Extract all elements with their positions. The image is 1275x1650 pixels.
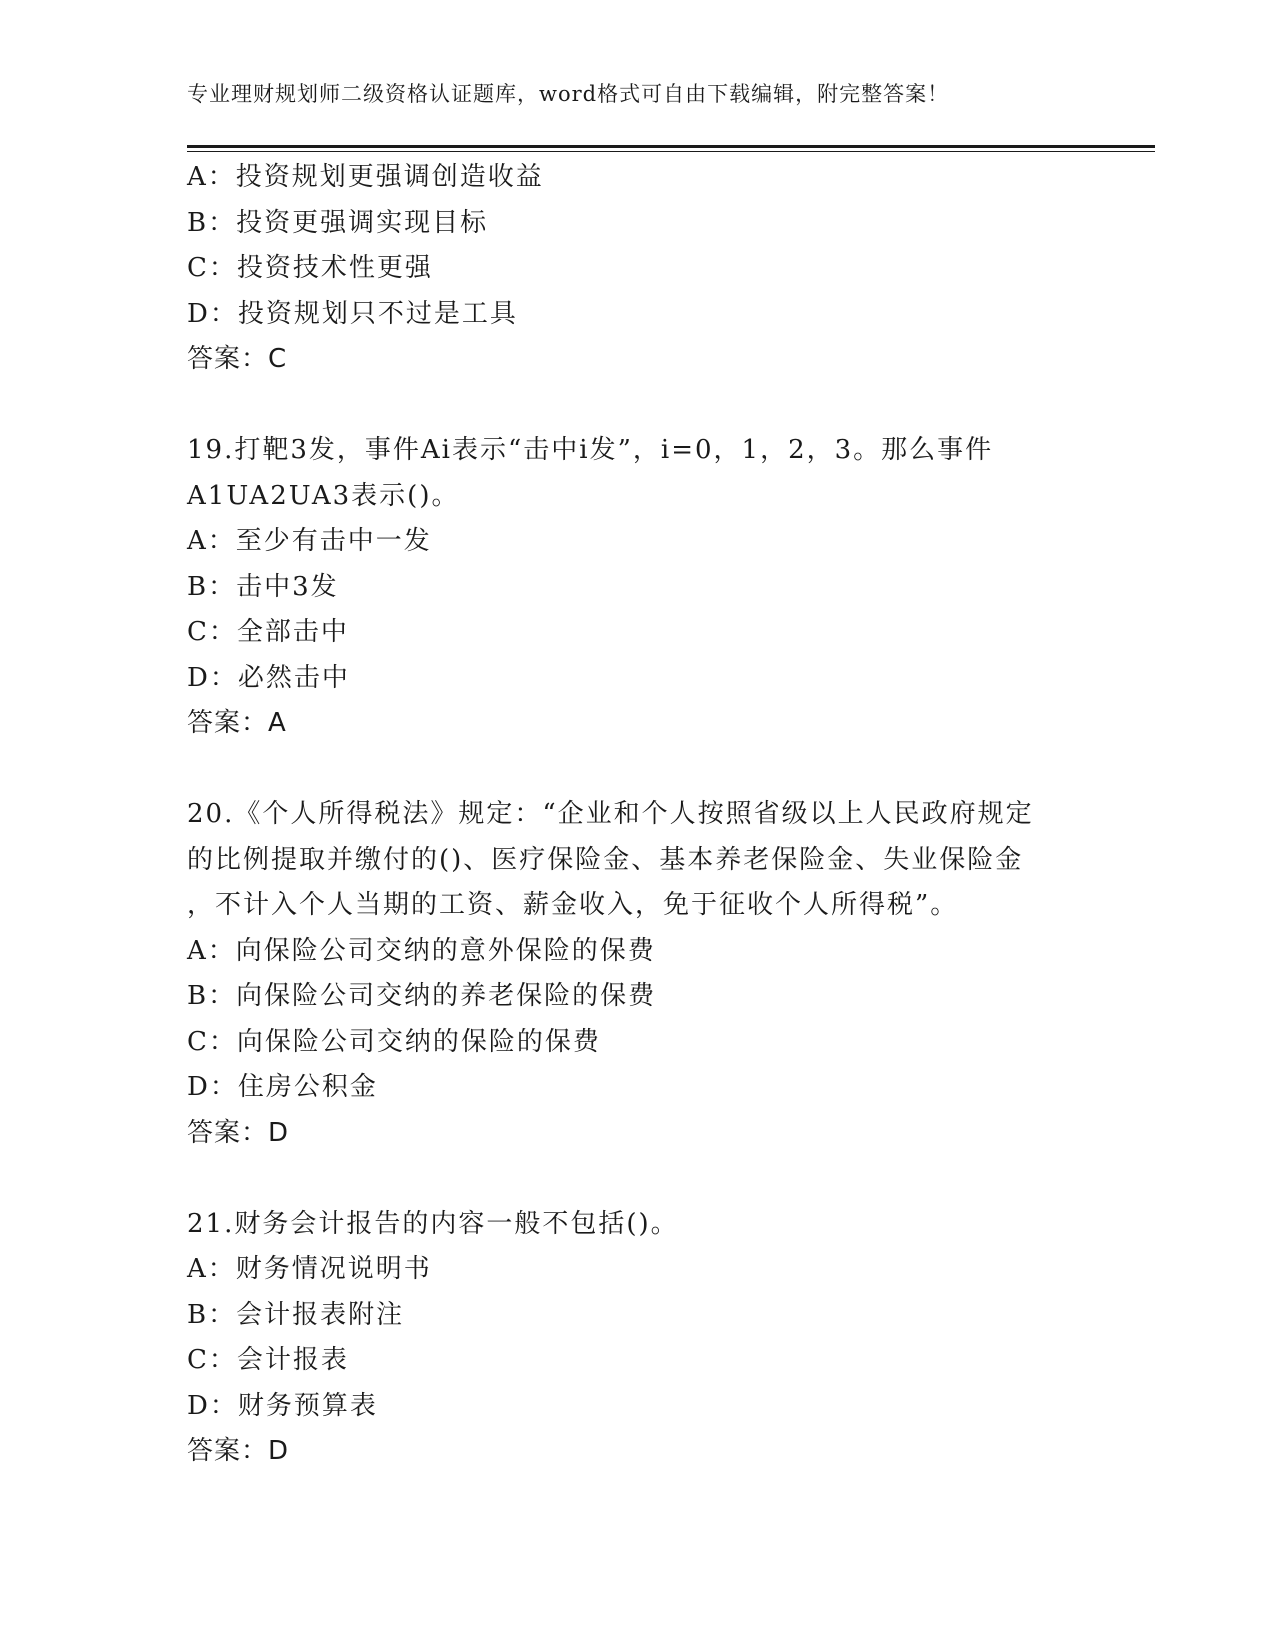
- option-d: D：财务预算表: [187, 1390, 378, 1421]
- spacer: [187, 383, 1087, 429]
- answer-line: 答案：D: [187, 1436, 290, 1466]
- option-a: A：至少有击中一发: [187, 526, 432, 556]
- option-b: B：向保险公司交纳的养老保险的保费: [187, 981, 657, 1011]
- option-a: A：财务情况说明书: [187, 1254, 432, 1284]
- question-21: [187, 1202, 1087, 1475]
- option-a: A：向保险公司交纳的意外保险的保费: [187, 935, 656, 966]
- question-18-continued: [187, 155, 1087, 383]
- answer-line: 答案：C: [187, 344, 288, 374]
- question-stem: 21.财务会计报告的内容一般不包括()。: [187, 1208, 679, 1239]
- question-19: [187, 428, 1087, 747]
- question-stem: 20.《个人所得税法》规定：“企业和个人按照省级以上人民政府规定: [187, 799, 1034, 829]
- option-c: C：投资技术性更强: [187, 253, 433, 283]
- header-rule-thick: [187, 145, 1155, 148]
- question-content: [187, 155, 1087, 1475]
- question-stem: 19.打靶3发，事件Ai表示“击中i发”，i=0，1，2，3。那么事件: [187, 435, 994, 465]
- option-b: B：击中3发: [187, 571, 339, 602]
- question-stem: ，不计入个人当期的工资、薪金收入，免于征收个人所得税”。: [187, 890, 959, 920]
- header-rule-thin: [187, 151, 1155, 152]
- option-b: B：会计报表附注: [187, 1299, 405, 1330]
- option-b: B：投资更强调实现目标: [187, 207, 489, 238]
- option-c: C：向保险公司交纳的保险的保费: [187, 1026, 601, 1057]
- option-d: D：投资规划只不过是工具: [187, 298, 518, 329]
- page-header: 专业理财规划师二级资格认证题库，word格式可自由下载编辑，附完整答案！: [187, 82, 950, 106]
- answer-line: 答案：A: [187, 708, 287, 738]
- answer-line: 答案：D: [187, 1117, 290, 1148]
- option-c: C：会计报表: [187, 1345, 349, 1375]
- option-a: A：投资规划更强调创造收益: [187, 162, 544, 192]
- question-stem: 的比例提取并缴付的()、医疗保险金、基本养老保险金、失业保险金: [187, 844, 1024, 875]
- question-20: [187, 792, 1087, 1156]
- option-d: D：住房公积金: [187, 1072, 378, 1102]
- spacer: [187, 747, 1087, 793]
- option-c: C：全部击中: [187, 617, 349, 647]
- spacer: [187, 1156, 1087, 1202]
- question-stem: A1UA2UA3表示()。: [187, 480, 460, 511]
- option-d: D：必然击中: [187, 662, 350, 693]
